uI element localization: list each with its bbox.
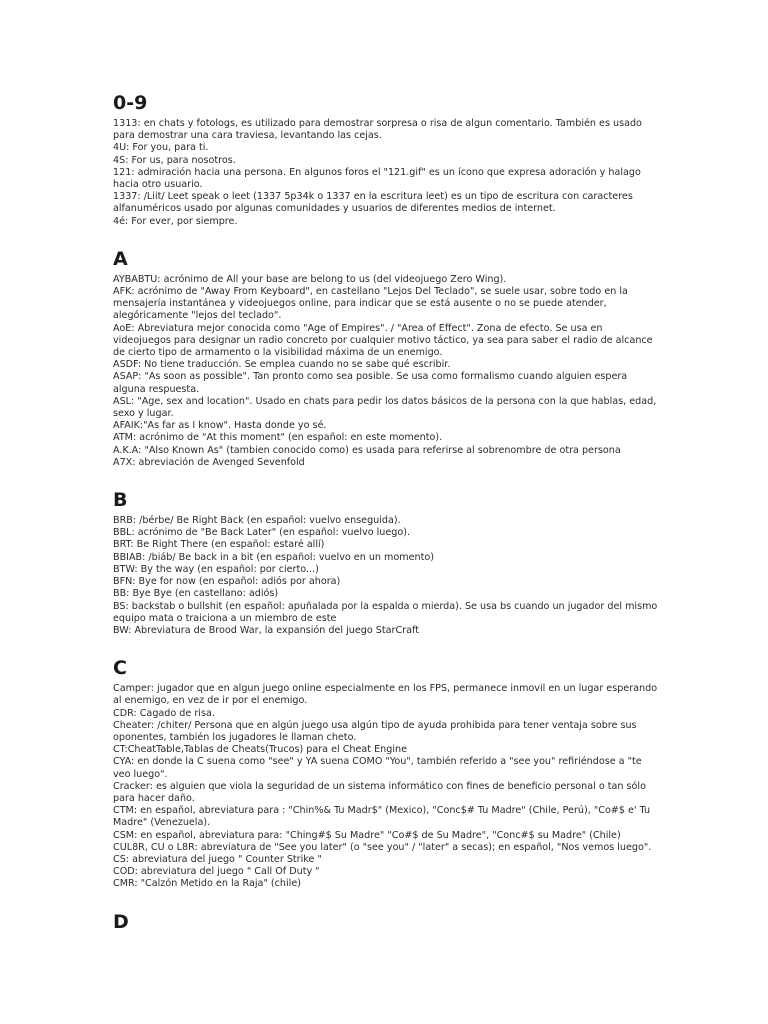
section-numbers bbox=[113, 92, 658, 228]
glossary-entry: Camper: jugador que en algun juego online especialmente en los FPS, permanece inmovil en un lugar esperando al enemigo, en vez de ir por el enemigo. bbox=[113, 683, 658, 707]
glossary-entry: CUL8R, CU o L8R: abreviatura de "See you later" (o "see you" / "later" a secas); en español, "Nos vemos luego". bbox=[113, 841, 652, 853]
glossary-entry: BBIAB: /biáb/ Be back in a bit (en español: vuelvo en un momento) bbox=[113, 551, 434, 563]
glossary-entry: BW: Abreviatura de Brood War, la expansión del juego StarCraft bbox=[113, 624, 419, 636]
glossary-entry: AFK: acrónimo de "Away From Keyboard", en castellano "Lejos Del Teclado", se suele usar, sobre todo en la mensajería instantánea y videojuegos online, para indicar que se está ausente o no se puede atender, alegóricamente "lejos del teclado". bbox=[113, 286, 628, 322]
glossary-entry: 1313: en chats y fotologs, es utilizado para demostrar sorpresa o risa de algun comentario. También es usado para demostrar una cara traviesa, levantando las cejas. bbox=[113, 118, 642, 142]
glossary-entry: CMR: "Calzón Metido en la Raja" (chile) bbox=[113, 878, 301, 890]
glossary-entry: CTM: en español, abreviatura para : "Chin%& Tu Madr$" (Mexico), "Conc$# Tu Madre" (Chile, Perú), "Co#$ e' Tu Madre" (Venezuela). bbox=[113, 805, 651, 829]
section-b bbox=[113, 489, 658, 637]
section-heading: C bbox=[113, 657, 127, 680]
section-heading: B bbox=[113, 489, 128, 512]
glossary-entry: BS: backstab o bullshit (en español: apuñalada por la espalda o mierda). Se usa bs cuando un jugador del mismo equipo mata o traiciona a un miembro de este bbox=[113, 600, 658, 624]
glossary-entry: BTW: By the way (en español: por cierto...) bbox=[113, 563, 319, 575]
entry-list bbox=[113, 515, 658, 637]
section-heading: D bbox=[113, 910, 129, 933]
section-d bbox=[113, 911, 658, 933]
glossary-entry: 121: admiración hacia una persona. En algunos foros el "121.gif" es un ícono que expresa adoración y halago hacia otro usuario. bbox=[113, 166, 641, 191]
glossary-entry: BB: Bye Bye (en castellano: adiós) bbox=[113, 588, 279, 600]
glossary-entry: ASDF: No tiene traducción. Se emplea cuando no se sabe qué escribir. bbox=[113, 359, 451, 371]
glossary-entry: CS: abreviatura del juego " Counter Strike " bbox=[113, 853, 322, 865]
glossary-entry: AoE: Abreviatura mejor conocida como "Age of Empires". / "Area of Effect". Zona de efecto. Se usa en videojuegos para designar un radio concreto por cualquier motivo táctico, ya sea para saber el radio de alcance de cierto tipo de armamento o la visibilidad máxima de un enemigo. bbox=[113, 322, 653, 359]
glossary-entry: 4é: For ever, por siempre. bbox=[113, 215, 238, 227]
glossary-entry: A.K.A: "Also Known As" (tambien conocido como) es usada para referirse al sobrenombre de otra persona bbox=[113, 444, 621, 456]
glossary-entry: ATM: acrónimo de "At this moment" (en español: en este momento). bbox=[113, 432, 443, 444]
glossary-entry: AFAIK:"As far as I know". Hasta donde yo sé. bbox=[113, 420, 327, 432]
glossary-entry: CDR: Cagado de risa. bbox=[113, 707, 215, 719]
glossary-entry: CSM: en español, abreviatura para: "Ching#$ Su Madre" "Co#$ de Su Madre", "Conc#$ su Madre" (Chile) bbox=[113, 829, 621, 841]
glossary-entry: BRB: /bérbe/ Be Right Back (en español: vuelvo enseguida). bbox=[113, 515, 401, 527]
glossary-entry: 4U: For you, para ti. bbox=[113, 142, 209, 154]
glossary-entry: Cheater: /chiter/ Persona que en algún juego usa algún tipo de ayuda prohibida para tener ventaja sobre sus oponentes, también los jugadores le llaman cheto. bbox=[113, 719, 637, 743]
entry-list bbox=[113, 118, 658, 228]
section-heading: 0-9 bbox=[113, 92, 148, 114]
glossary-entry: CT:CheatTable,Tablas de Cheats(Trucos) para el Cheat Engine bbox=[113, 744, 407, 756]
glossary-entry: BRT: Be Right There (en español: estaré allí) bbox=[113, 539, 325, 551]
glossary-entry: 1337: /Liit/ Leet speak o leet (1337 5p34k o 1337 en la escritura leet) es un tipo de escritura con caracteres alfanuméricos usado por algunas comunidades y usuarios de diferentes medios de internet. bbox=[113, 191, 633, 215]
glossary-entry: BFN: Bye for now (en español: adiós por ahora) bbox=[113, 576, 341, 588]
section-heading: A bbox=[113, 247, 128, 270]
section-c bbox=[113, 657, 658, 890]
glossary-entry: Cracker: es alguien que viola la seguridad de un sistema informático con fines de beneficio personal o tan sólo para hacer daño. bbox=[113, 780, 646, 804]
glossary-entry: 4S: For us, para nosotros. bbox=[113, 154, 236, 166]
glossary-entry: ASL: "Age, sex and location". Usado en chats para pedir los datos básicos de la persona con la que hablas, edad, sexo y lugar. bbox=[113, 395, 657, 420]
glossary-entry: ASAP: "As soon as possible". Tan pronto como sea posible. Se usa como formalismo cuando alguien espera alguna respuesta. bbox=[113, 371, 628, 395]
entry-list bbox=[113, 683, 658, 890]
entry-list bbox=[113, 274, 658, 469]
glossary-entry: CYA: en donde la C suena como "see" y YA suena COMO "You", también referido a "see you" refiriéndose a "te veo luego". bbox=[113, 756, 642, 780]
glossary-entry: COD: abreviatura del juego " Call Of Duty " bbox=[113, 866, 320, 878]
glossary-entry: A7X: abreviación de Avenged Sevenfold bbox=[113, 456, 305, 468]
section-a bbox=[113, 248, 658, 469]
document-page bbox=[113, 92, 658, 937]
glossary-entry: AYBABTU: acrónimo de All your base are belong to us (del videojuego Zero Wing). bbox=[113, 273, 507, 285]
glossary-entry: BBL: acrónimo de "Be Back Later" (en español: vuelvo luego). bbox=[113, 527, 411, 539]
